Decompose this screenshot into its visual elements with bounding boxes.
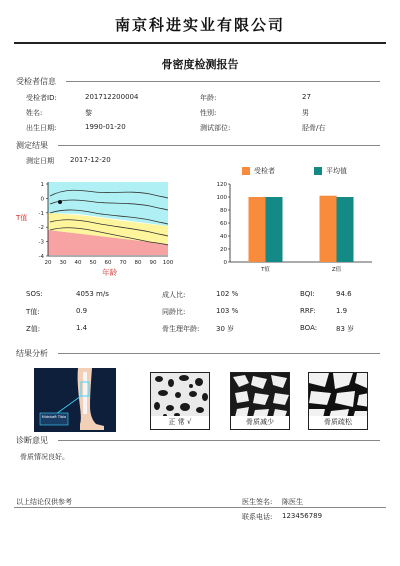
tscore-y-tick: -3 — [38, 239, 44, 246]
tscore-x-label: 年龄 — [102, 268, 117, 277]
dob-label: 出生日期: — [26, 124, 57, 132]
bar-y-tick: 40 — [220, 234, 227, 240]
peer-ratio-value: 103 % — [216, 307, 239, 315]
section-diagnosis-title: 诊断意见 — [16, 436, 48, 445]
section-results-divider — [58, 145, 380, 146]
tscore-x-tick: 30 — [59, 260, 67, 266]
tscore-x-tick: 80 — [134, 260, 142, 266]
section-subject-title: 受检者信息 — [16, 77, 56, 86]
site-value: 胫骨/右 — [302, 124, 326, 132]
bone-normal-image — [150, 372, 210, 430]
t-value: 0.9 — [76, 307, 88, 315]
phone-value: 123456789 — [282, 512, 323, 520]
tscore-reference-chart — [10, 170, 180, 278]
bar-y-tick: 20 — [220, 247, 227, 253]
bar-category-label: T值 — [261, 267, 270, 273]
bar-y-tick: 60 — [220, 221, 227, 227]
osteopenia-caption: 骨质减少 — [231, 416, 289, 429]
bar-subject-0 — [249, 197, 266, 262]
legend-swatch-average — [314, 167, 322, 175]
age-label: 年龄: — [200, 94, 217, 102]
tscore-y-tick: 0 — [40, 196, 44, 203]
bone-age-value: 30 岁 — [216, 325, 235, 333]
header-divider — [14, 42, 386, 44]
z-value: 1.4 — [76, 324, 88, 332]
leg-icon — [34, 368, 116, 432]
tscore-y-tick: 1 — [40, 182, 44, 188]
tscore-y-tick: -2 — [38, 225, 44, 232]
tscore-y-tick: -4 — [38, 254, 44, 260]
z-label: Z值: — [26, 325, 41, 333]
bar-subject-1 — [320, 196, 337, 262]
adult-ratio-label: 成人比: — [162, 291, 186, 299]
tscore-x-tick: 70 — [119, 260, 127, 266]
doctor-name: 陈医生 — [282, 498, 303, 506]
adult-ratio-value: 102 % — [216, 290, 239, 298]
tscore-x-tick: 90 — [149, 260, 157, 266]
age-value: 27 — [302, 93, 311, 101]
sos-value: 4053 m/s — [76, 290, 109, 298]
rrf-value: 1.9 — [336, 307, 348, 315]
osteopenia-bone-texture — [231, 373, 290, 418]
measure-date-value: 2017-12-20 — [70, 156, 111, 164]
rrf-label: RRF: — [300, 307, 316, 315]
company-name: 南京科进实业有限公司 — [114, 16, 285, 34]
name-label: 姓名: — [26, 109, 43, 117]
section-results-title: 测定结果 — [16, 141, 48, 150]
site-label: 测试部位: — [200, 124, 231, 132]
bar-chart-legend — [242, 166, 392, 178]
report-title: 骨密度检测报告 — [161, 58, 239, 71]
tscore-y-tick: -1 — [38, 210, 44, 217]
normal-bone-texture — [151, 373, 210, 418]
bqi-value: 94.6 — [336, 290, 352, 298]
dob-value: 1990-01-20 — [85, 123, 126, 131]
bar-y-tick: 80 — [220, 208, 227, 214]
sex-label: 性别: — [200, 109, 217, 117]
disclaimer: 以上结论仅供参考 — [16, 498, 72, 506]
peer-ratio-label: 同龄比: — [162, 308, 186, 316]
name-value: 黎 — [85, 109, 92, 117]
bar-y-tick: 120 — [216, 182, 227, 188]
tibia-label: Midshaft Tibia — [41, 415, 67, 419]
subject-id-label: 受检者ID: — [26, 94, 57, 102]
osteoporosis-caption: 骨质疏松 — [309, 416, 367, 429]
bqi-label: BQI: — [300, 290, 315, 298]
tscore-y-label: T值 — [16, 214, 28, 222]
footer-divider — [14, 507, 386, 508]
normal-zone — [48, 182, 168, 213]
sos-label: SOS: — [26, 290, 43, 298]
subject-tscore-point — [58, 200, 62, 204]
bone-osteopenia-image — [230, 372, 290, 430]
measure-date-label: 测定日期 — [26, 157, 54, 165]
tscore-x-tick: 40 — [74, 260, 82, 266]
tscore-x-tick: 20 — [44, 260, 52, 266]
legend-label-average: 平均值 — [326, 167, 347, 175]
bar-average-0 — [266, 197, 283, 262]
bar-y-tick: 100 — [216, 195, 227, 201]
bar-y-tick: 0 — [223, 260, 227, 266]
tscore-x-tick: 60 — [104, 260, 112, 266]
sex-value: 男 — [302, 109, 309, 117]
doctor-label: 医生签名: — [242, 498, 273, 506]
subject-id-value: 201712200004 — [85, 93, 139, 101]
legend-label-subject: 受检者 — [254, 167, 275, 175]
tscore-x-tick: 50 — [89, 260, 97, 266]
legend-swatch-subject — [242, 167, 250, 175]
bar-average-1 — [337, 197, 354, 262]
comparison-bar-chart — [200, 178, 380, 278]
t-label: T值: — [26, 308, 40, 316]
normal-caption: 正 常 √ — [151, 416, 209, 429]
section-analysis-divider — [58, 353, 380, 354]
tibia-illustration — [34, 368, 116, 432]
section-diagnosis-divider — [58, 440, 380, 441]
tscore-x-tick: 100 — [162, 260, 174, 266]
bar-category-label: Z值 — [331, 267, 342, 273]
boa-label: BOA: — [300, 324, 318, 332]
section-subject-divider — [66, 81, 380, 82]
diagnosis-text: 骨质情况良好。 — [20, 453, 69, 461]
osteoporosis-bone-texture — [309, 373, 368, 418]
boa-value: 83 岁 — [336, 325, 355, 333]
bone-osteoporosis-image — [308, 372, 368, 430]
bone-age-label: 骨生理年龄: — [162, 325, 200, 333]
section-analysis-title: 结果分析 — [16, 349, 48, 358]
phone-label: 联系电话: — [242, 513, 273, 521]
